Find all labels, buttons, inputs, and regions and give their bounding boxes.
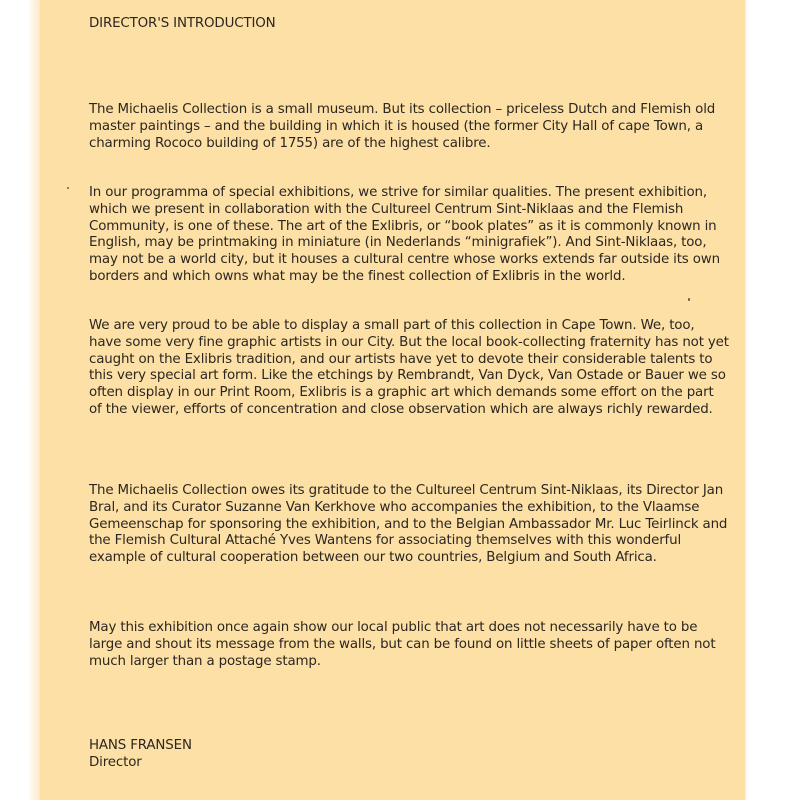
paper-speck [688, 298, 690, 301]
signature-name: HANS FRANSEN [89, 738, 192, 753]
paper-speck [67, 187, 69, 189]
document-page [40, 0, 745, 800]
paragraph-cape-town: We are very proud to be able to display a small part of this collection in Cape Town. We, too, have some very fine graphic artists in our City. But the local book-collecting fraternity has not yet caught on the Exlibris tradition, and our artists have yet to devote their considerable talents to this very special art form. Like the etchings by Rembrandt, Van Dyck, Van Ostade or Bauer we so often display in our Print Room, Exlibris is a graphic art which demands some effort on the part of the viewer, efforts of concentration and close observation which are always richly rewarded. [89, 318, 729, 417]
paragraph-gratitude: The Michaelis Collection owes its gratitude to the Cultureel Centrum Sint-Niklaas, its Director Jan Bral, and its Curator Suzanne Van Kerkhove who accompanies the exhibition, to the Vlaamse Gemeenschap for sponsoring the exhibition, and to the Belgian Ambassador Mr. Luc Teirlinck and the Flemish Cultural Attaché Yves Wantens for associating themselves with this wonderful example of cultural cooperation between our two countries, Belgium and South Africa. [89, 483, 728, 566]
signature-title: Director [89, 755, 142, 770]
paragraph-closing: May this exhibition once again show our local public that art does not necessarily have to be large and shout its message from the walls, but can be found on little sheets of paper often not much larger than a postage stamp. [89, 620, 716, 669]
paragraph-collection: The Michaelis Collection is a small museum. But its collection – priceless Dutch and Flemish old master paintings – and the building in which it is housed (the former City Hall of cape Town, a charming Rococo building of 1755) are of the highest calibre. [89, 102, 716, 151]
page-title: DIRECTOR'S INTRODUCTION [89, 16, 276, 31]
paragraph-exhibition: In our programma of special exhibitions, we strive for similar qualities. The present exhibition, which we present in collaboration with the Cultureel Centrum Sint-Niklaas and the Flemish Community, is one of these. The art of the Exlibris, or “book plates” as it is commonly known in English, may be printmaking in miniature (in Nederlands “minigrafiek”). And Sint-Niklaas, too, may not be a world city, but it houses a cultural centre whose works extends far outside its own borders and which owns what may be the finest collection of Exlibris in the world. [89, 185, 720, 284]
page-edge [28, 0, 40, 800]
